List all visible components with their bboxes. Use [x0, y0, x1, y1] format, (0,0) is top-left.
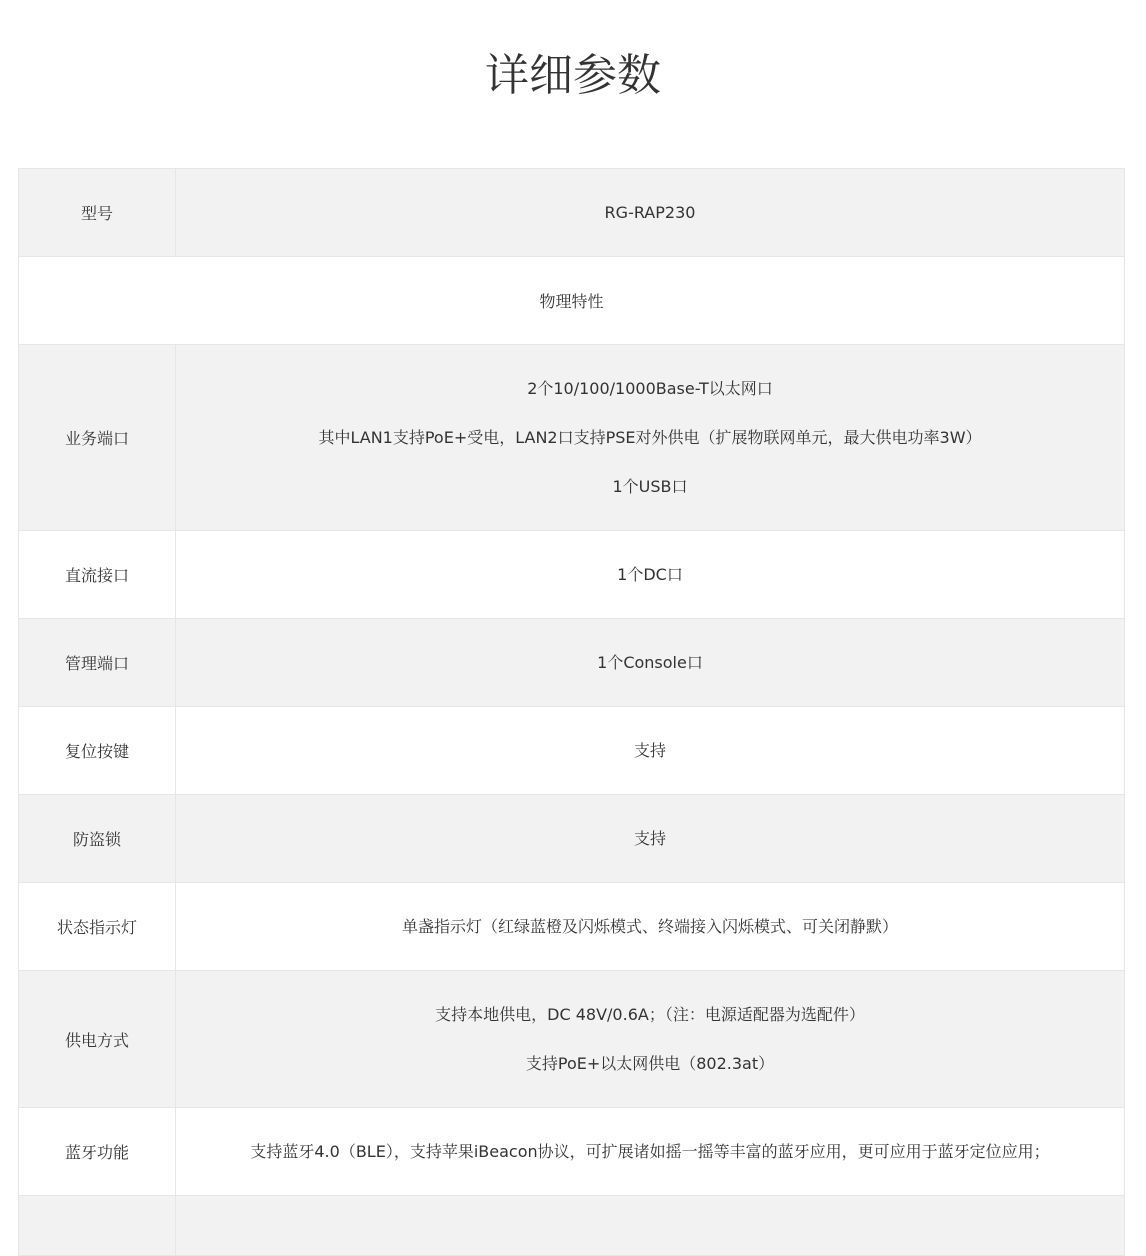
row-label-bluetooth: 蓝牙功能 [19, 1108, 176, 1196]
row-value-management-port [176, 619, 1125, 707]
value-line: 支持 [633, 828, 666, 848]
page-title: 详细参数 [485, 50, 661, 101]
value-line: 1个Console口 [597, 652, 703, 672]
row-value-service-ports [176, 345, 1125, 531]
row-label-model: 型号 [19, 169, 176, 257]
table-row-reset-button [19, 707, 1125, 795]
row-value-anti-theft-lock [176, 795, 1125, 883]
row-label-management-port: 管理端口 [19, 619, 176, 707]
table-row-management-port [19, 619, 1125, 707]
table-section-row [19, 257, 1125, 345]
table-row-status-led [19, 883, 1125, 971]
row-value-status-led [176, 883, 1125, 971]
row-label-status-led: 状态指示灯 [19, 883, 176, 971]
row-value-power-supply [176, 971, 1125, 1108]
value-line: 支持 [633, 740, 666, 760]
value-line: 单盏指示灯（红绿蓝橙及闪烁模式、终端接入闪烁模式、可关闭静默） [401, 916, 898, 936]
value-line: 其中LAN1支持PoE+受电，LAN2口支持PSE对外供电（扩展物联网单元，最大供电功率3W） [318, 427, 982, 447]
value-line: 2个10/100/1000Base-T以太网口 [527, 378, 773, 398]
value-line: 1个DC口 [617, 564, 683, 584]
table-row-bluetooth [19, 1108, 1125, 1196]
table-row-power-supply [19, 971, 1125, 1108]
row-value-dc-port [176, 531, 1125, 619]
table-row-partial [19, 1196, 1125, 1256]
value-line: 支持PoE+以太网供电（802.3at） [525, 1053, 775, 1073]
row-label-power-supply: 供电方式 [19, 971, 176, 1108]
row-label-partial [19, 1196, 176, 1256]
value-line: 支持蓝牙4.0（BLE），支持苹果iBeacon协议，可扩展诸如摇一摇等丰富的蓝牙应用，更可应用于蓝牙定位应用； [250, 1141, 1050, 1161]
spec-table [18, 168, 1125, 1256]
section-heading-physical: 物理特性 [19, 257, 1125, 345]
table-row-model [19, 169, 1125, 257]
row-value-partial [176, 1196, 1125, 1256]
row-label-service-ports: 业务端口 [19, 345, 176, 531]
table-row-dc-port [19, 531, 1125, 619]
value-line: 支持本地供电，DC 48V/0.6A；（注：电源适配器为选配件） [435, 1004, 865, 1024]
row-label-reset-button: 复位按键 [19, 707, 176, 795]
value-line: RG-RAP230 [604, 202, 696, 222]
row-value-reset-button [176, 707, 1125, 795]
row-label-dc-port: 直流接口 [19, 531, 176, 619]
row-label-anti-theft-lock: 防盗锁 [19, 795, 176, 883]
table-row-anti-theft-lock [19, 795, 1125, 883]
row-value-model [176, 169, 1125, 257]
value-line: 1个USB口 [612, 476, 688, 496]
row-value-bluetooth [176, 1108, 1125, 1196]
table-row-service-ports [19, 345, 1125, 531]
